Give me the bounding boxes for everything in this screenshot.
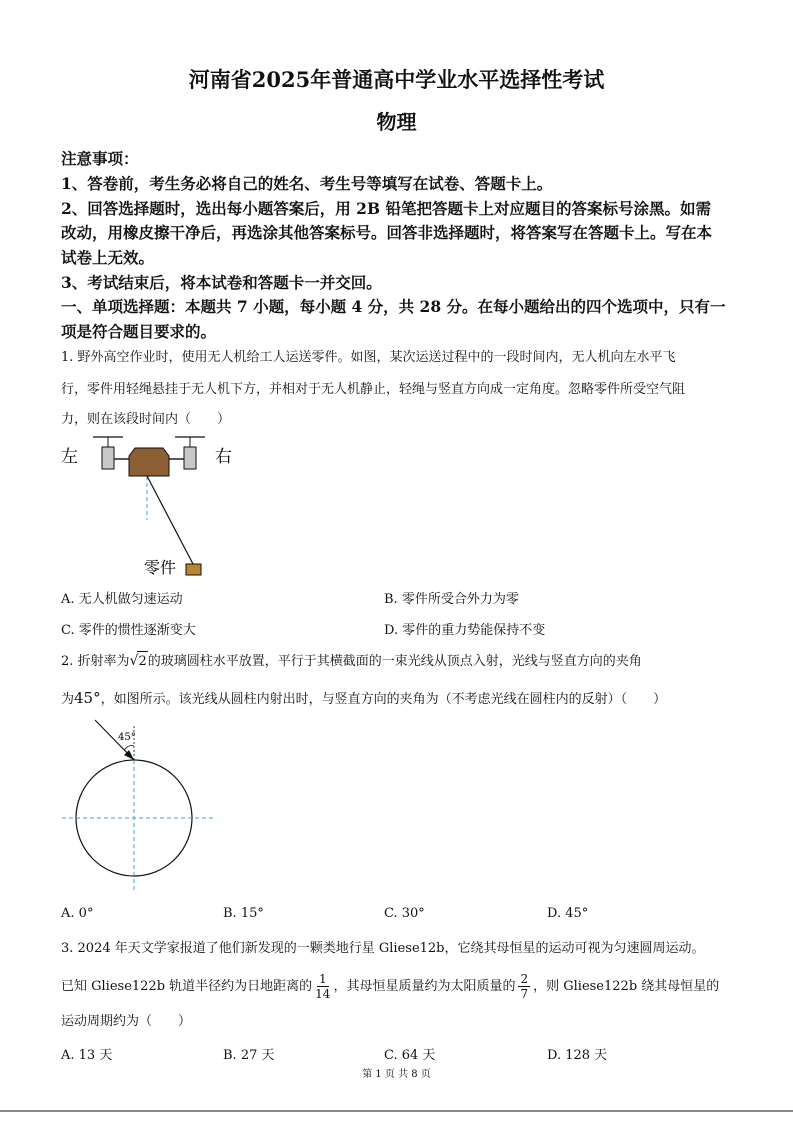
sqrt-value: 2 bbox=[137, 651, 147, 672]
notice-item: 3、考试结束后，将本试卷和答题卡一并交回。 bbox=[61, 273, 382, 292]
notice-item: 1、答卷前，考生务必将自己的姓名、考生号等填写在试卷、答题卡上。 bbox=[61, 174, 553, 193]
q2-cylinder-figure bbox=[58, 712, 223, 897]
q2-text-line2: 为45°，如图所示。该光线从圆柱内射出时，与竖直方向的夹角为（不考虑光线在圆柱内的反射）（ ） bbox=[61, 689, 667, 707]
section-heading: 一、单项选择题：本题共 7 小题，每小题 4 分，共 28 分。在每小题给出的四个选项中，只有一 bbox=[61, 297, 726, 316]
q3-option-d: D. 128 天 bbox=[547, 1048, 608, 1063]
notice-item: 2、回答选择题时，选出每小题答案后，用 2B 铅笔把答题卡上对应题目的答案标号涂黑。如需 bbox=[61, 199, 711, 218]
notice-item: 改动，用橡皮擦干净后，再选涂其他答案标号。回答非选择题时，将答案写在答题卡上。写在本 bbox=[61, 223, 713, 242]
q3-option-a: A. 13 天 bbox=[61, 1048, 113, 1063]
q1-option-b: B. 零件所受合外力为零 bbox=[384, 592, 519, 607]
q3-text-line2: 已知 Gliese122b 轨道半径约为日地距离的 $\frac{1}{14}$ ，其母恒星质量约为太阳质量的 $\frac{2}{7}$ ，则 Gliese122b 绕其母恒星的 bbox=[61, 972, 720, 1001]
fraction-1-over-14: $\frac{1}{14}$ bbox=[315, 972, 331, 1001]
q1-option-c: C. 零件的惯性逐渐变大 bbox=[61, 623, 196, 638]
q2-option-c: C. 30° bbox=[384, 906, 425, 921]
q3-option-b: B. 27 天 bbox=[223, 1048, 275, 1063]
section-heading-cont: 项是符合题目要求的。 bbox=[61, 322, 217, 341]
q1-option-a: A. 无人机做匀速运动 bbox=[61, 592, 183, 607]
q1-text: 1. 野外高空作业时，使用无人机给工人运送零件。如图，某次运送过程中的一段时间内，无人机向左水平飞 bbox=[61, 350, 676, 365]
q2-option-b: B. 15° bbox=[223, 906, 264, 921]
notice-heading: 注意事项： bbox=[61, 149, 139, 168]
part-label: 零件 bbox=[144, 558, 177, 577]
left-label: 左 bbox=[61, 447, 78, 467]
q1-text: 行，零件用轻绳悬挂于无人机下方，并相对于无人机静止，轻绳与竖直方向成一定角度。忽略零件所受空气阻 bbox=[61, 382, 686, 397]
q3-text-line3: 运动周期约为（ ） bbox=[61, 1014, 192, 1029]
q2-text-line1: 2. 折射率为√2的玻璃圆柱水平放置，平行于其横截面的一束光线从顶点入射，光线与竖直方向的夹角 bbox=[61, 651, 642, 672]
exam-subject: 物理 bbox=[376, 110, 417, 134]
exam-title: 河南省2025年普通高中学业水平选择性考试 bbox=[188, 67, 605, 92]
q1-option-d: D. 零件的重力势能保持不变 bbox=[384, 623, 546, 638]
page-number: 第 1 页 共 8 页 bbox=[362, 1069, 431, 1080]
q3-option-c: C. 64 天 bbox=[384, 1048, 436, 1063]
q2-option-a: A. 0° bbox=[61, 906, 94, 921]
left-motor bbox=[102, 447, 114, 469]
q1-text: 力，则在该段时间内（ ） bbox=[61, 412, 231, 427]
q2-option-d: D. 45° bbox=[547, 906, 589, 921]
q1-drone-figure bbox=[55, 430, 275, 580]
right-motor bbox=[184, 447, 196, 469]
right-label: 右 bbox=[215, 447, 232, 467]
drone-body bbox=[129, 448, 169, 476]
rope bbox=[147, 476, 193, 564]
q3-text-line1: 3. 2024 年天文学家报道了他们新发现的一颗类地行星 Gliese12b，它绕其母恒星的运动可视为匀速圆周运动。 bbox=[61, 941, 705, 956]
page-divider bbox=[0, 1110, 793, 1112]
angle-label: 45° bbox=[118, 732, 136, 743]
part-block bbox=[186, 564, 201, 575]
notice-item: 试卷上无效。 bbox=[61, 248, 155, 267]
fraction-2-over-7: $\frac{2}{7}$ bbox=[520, 972, 529, 1001]
